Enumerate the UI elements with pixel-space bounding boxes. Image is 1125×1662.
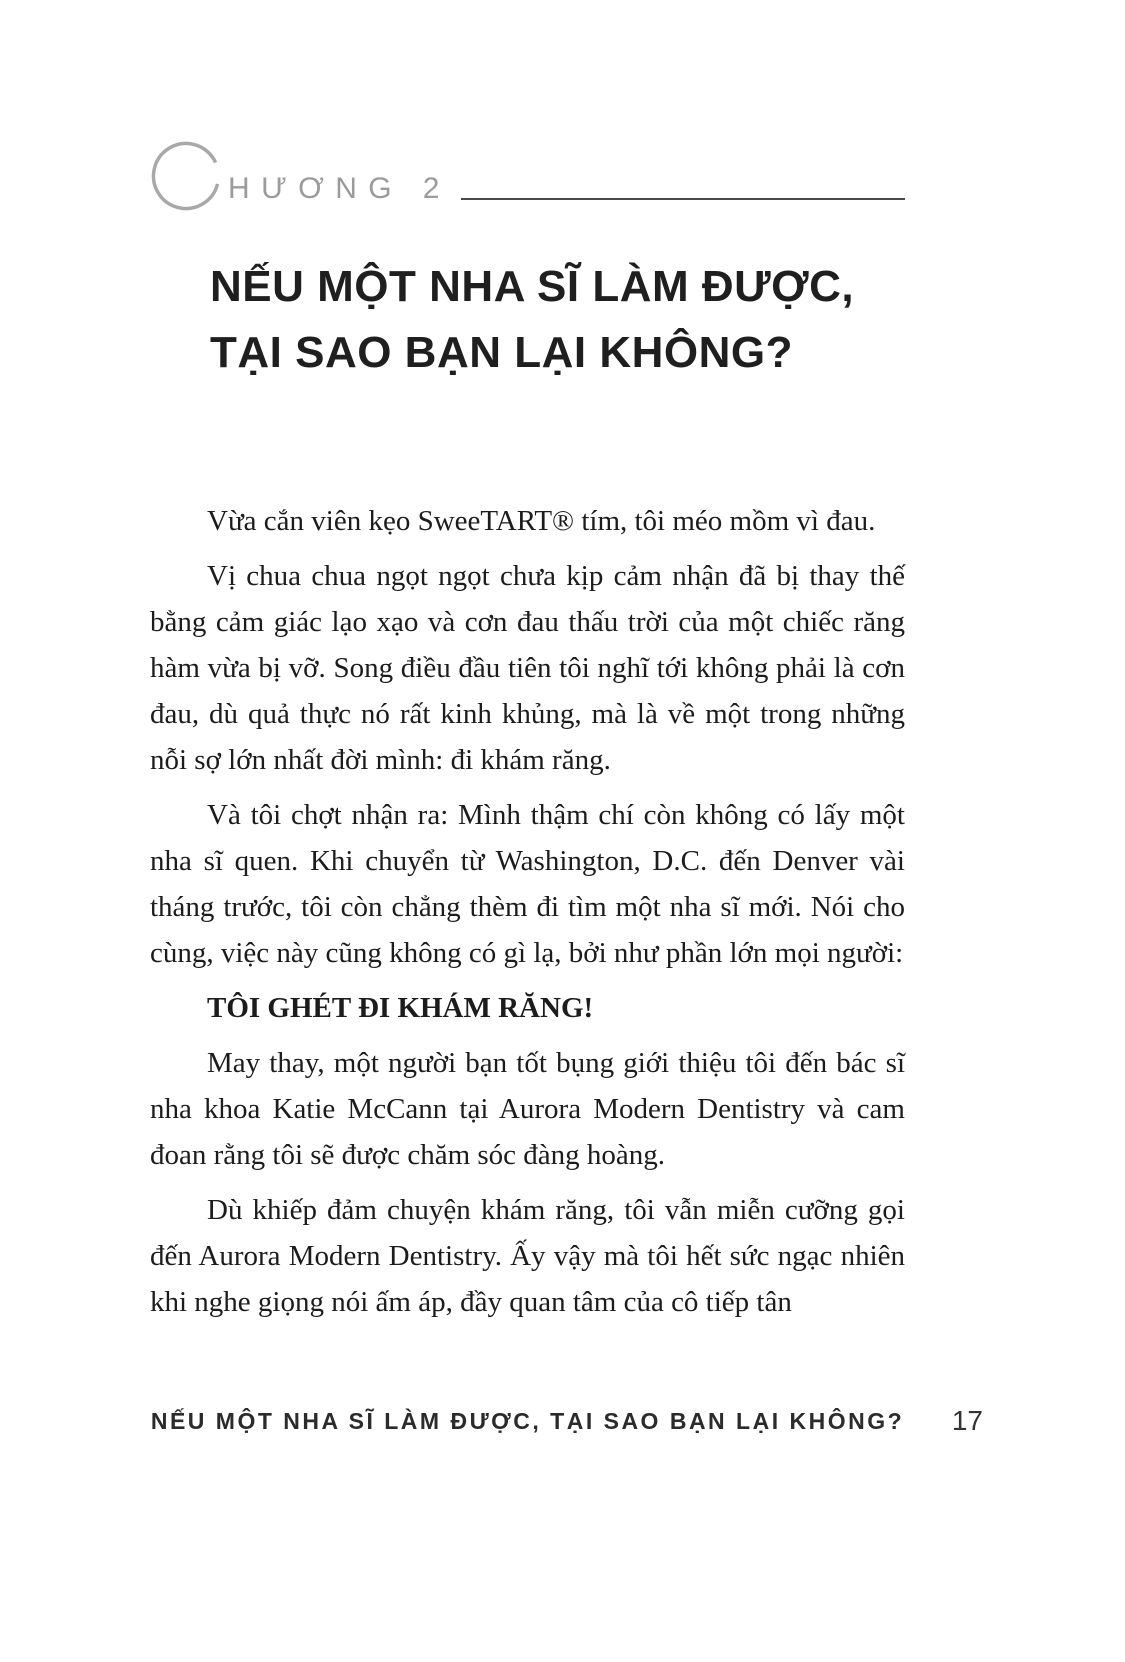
page-footer xyxy=(150,1405,983,1436)
paragraph: Dù khiếp đảm chuyện khám răng, tôi vẫn miễn cưỡng gọi đến Aurora Modern Dentistry. Ấy vậy mà tôi hết sức ngạc nhiên khi nghe giọng nói ấm áp, đầy quan tâm của cô tiếp tân xyxy=(150,1194,905,1318)
chapter-initial-c-icon xyxy=(150,140,222,212)
chapter-label: HƯƠNG 2 xyxy=(228,172,451,205)
page-content xyxy=(150,0,905,1334)
chapter-rule-divider xyxy=(461,198,905,200)
paragraph-emphasized: TÔI GHÉT ĐI KHÁM RĂNG! xyxy=(207,992,594,1024)
paragraph: May thay, một người bạn tốt bụng giới thiệu tôi đến bác sĩ nha khoa Katie McCann tại Aurora Modern Dentistry và cam đoan rằng tôi sẽ được chăm sóc đàng hoàng. xyxy=(150,1047,905,1171)
chapter-title-line-2: TẠI SAO BẠN LẠI KHÔNG? xyxy=(210,328,793,377)
footer-running-title: NẾU MỘT NHA SĨ LÀM ĐƯỢC, TẠI SAO BẠN LẠI KHÔNG? xyxy=(150,1408,905,1434)
chapter-title-line-1: NẾU MỘT NHA SĨ LÀM ĐƯỢC, xyxy=(210,262,855,311)
chapter-header xyxy=(150,140,905,212)
page-number: 17 xyxy=(951,1405,983,1436)
body-text xyxy=(150,498,905,1325)
paragraph: Vừa cắn viên kẹo SweeTART® tím, tôi méo mồm vì đau. xyxy=(207,505,876,537)
chapter-title xyxy=(210,254,905,386)
paragraph: Vị chua chua ngọt ngọt chưa kịp cảm nhận đã bị thay thế bằng cảm giác lạo xạo và cơn đau thấu trời của một chiếc răng hàm vừa bị vỡ. Song điều đầu tiên tôi nghĩ tới không phải là cơn đau, dù quả thực nó rất kinh khủng, mà là về một trong những nỗi sợ lớn nhất đời mình: đi khám răng. xyxy=(150,560,905,776)
paragraph: Và tôi chợt nhận ra: Mình thậm chí còn không có lấy một nha sĩ quen. Khi chuyển từ Washington, D.C. đến Denver vài tháng trước, tôi còn chẳng thèm đi tìm một nha sĩ mới. Nói cho cùng, việc này cũng không có gì lạ, bởi như phần lớn mọi người: xyxy=(150,799,905,969)
